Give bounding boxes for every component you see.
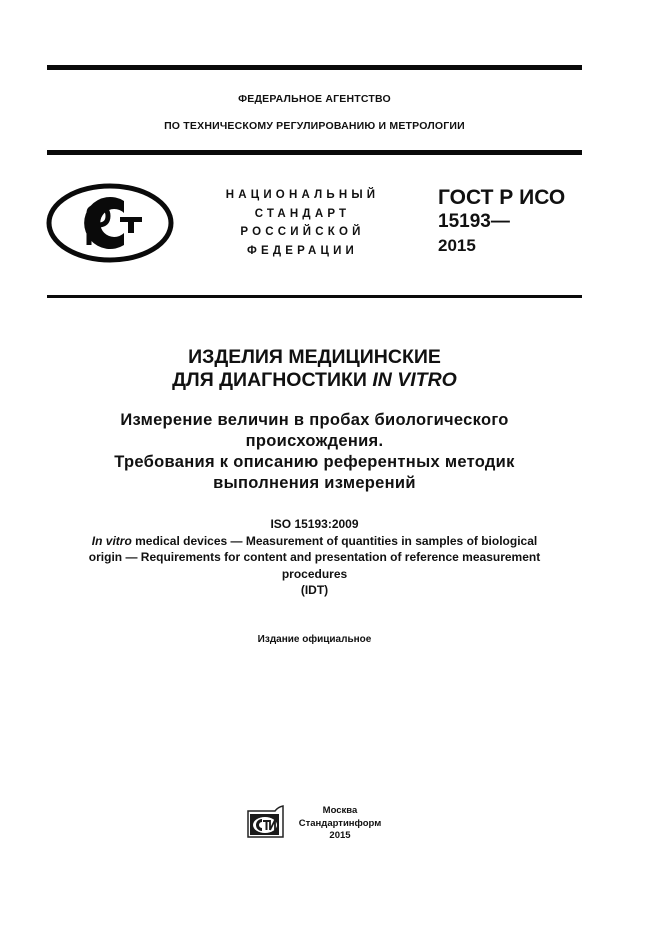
publisher-city: Москва [322, 805, 358, 816]
publisher-year: 2015 [329, 830, 351, 841]
designation-line-1: ГОСТ Р ИСО [438, 186, 566, 209]
agency-line-2: ПО ТЕХНИЧЕСКОМУ РЕГУЛИРОВАНИЮ И МЕТРОЛОГИИ [164, 120, 465, 132]
standard-designation [438, 186, 565, 258]
document-title [47, 346, 582, 392]
iso-equivalence: (IDT) [300, 583, 329, 597]
national-standard-label [210, 186, 395, 260]
edition-label: Издание официальное [257, 634, 372, 645]
title-italic-term: IN VITRO [372, 369, 457, 391]
publisher-info [290, 805, 390, 843]
publisher-name: Стандартинформ [298, 817, 382, 829]
subtitle-line: Измерение величин в пробах биологического [120, 411, 509, 429]
subtitle-line: Требования к описанию референтных методик [114, 453, 515, 471]
iso-title-line-2: origin — Requirements for content and presentation of reference measurement [88, 550, 541, 564]
iso-title-italic: In vitro [91, 533, 132, 548]
top-rule [47, 65, 582, 70]
designation-line-2: 15193— [438, 211, 510, 232]
national-standard-line: НАЦИОНАЛЬНЫЙ [225, 189, 380, 201]
national-standard-line: ФЕДЕРАЦИИ [246, 244, 359, 257]
national-standard-line: РОССИЙСКОЙ [240, 226, 365, 238]
title-line-2-text: ДЛЯ ДИАГНОСТИКИ [172, 369, 373, 391]
iso-title-line-3: procedures [281, 566, 348, 581]
national-standard-line: СТАНДАРТ [254, 207, 351, 220]
subtitle-line: выполнения измерений [213, 474, 416, 492]
document-subtitle [47, 410, 582, 494]
iso-title-line-1-text: medical devices — Measurement of quantities in samples of biological [131, 533, 538, 548]
iso-title-line-1 [47, 533, 582, 550]
agency-line-1: ФЕДЕРАЛЬНОЕ АГЕНТСТВО [238, 93, 391, 105]
title-line-2 [47, 369, 582, 392]
subtitle-line: происхождения. [245, 432, 384, 450]
designation-line-3: 2015 [438, 236, 476, 255]
header-rule [47, 150, 582, 155]
iso-reference [47, 516, 582, 599]
standartinform-logo-icon [245, 805, 285, 840]
rst-certification-mark-icon [46, 183, 174, 263]
section-rule [47, 295, 582, 298]
title-line-1: ИЗДЕЛИЯ МЕДИЦИНСКИЕ [188, 346, 441, 368]
iso-number: ISO 15193:2009 [270, 517, 359, 531]
